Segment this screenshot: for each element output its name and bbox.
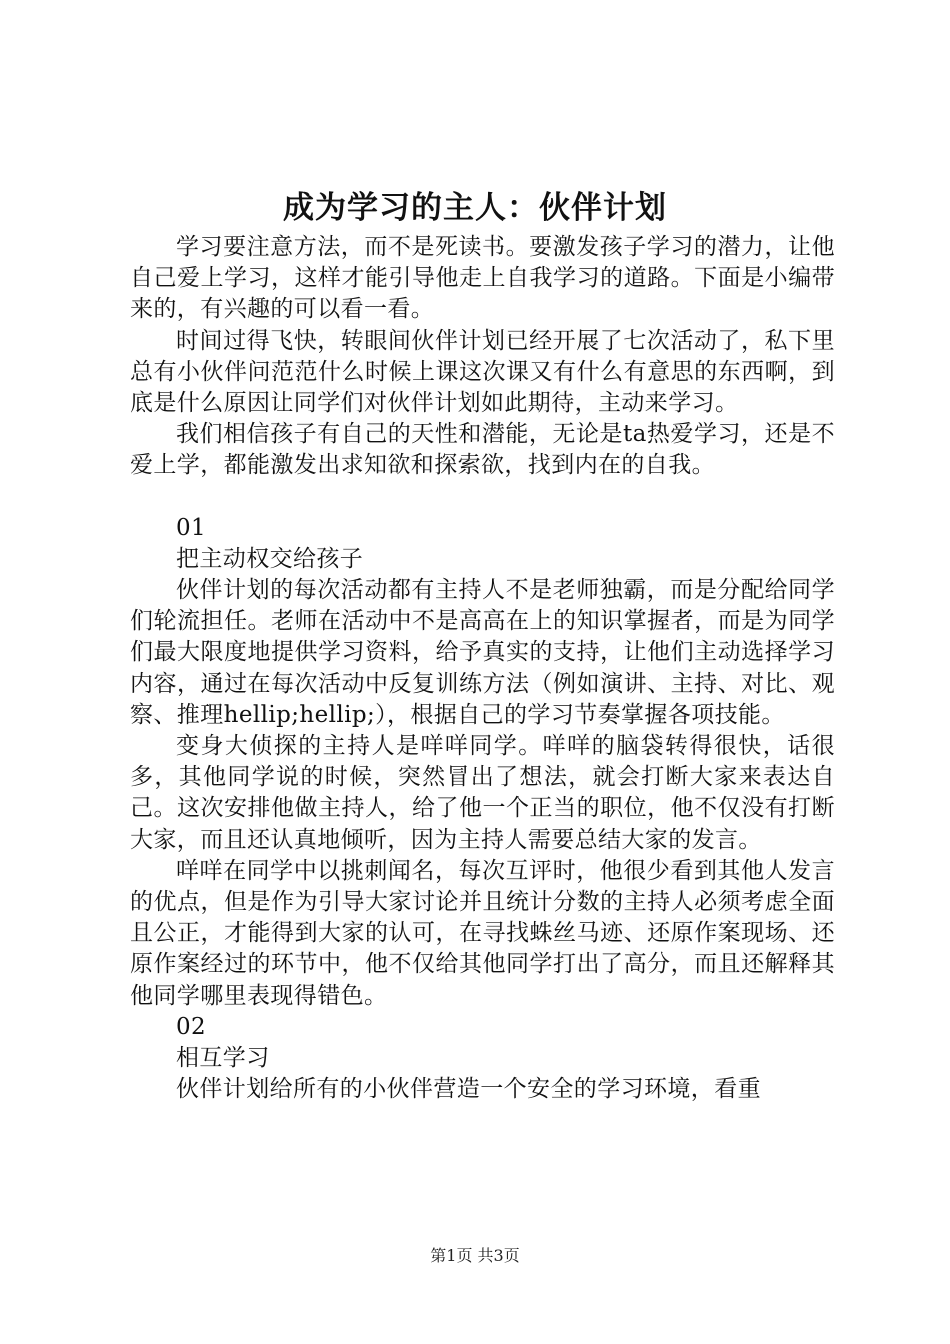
paragraph: 学习要注意方法，而不是死读书。要激发孩子学习的潜力，让他自己爱上学习，这样才能引导他走上自我学习的道路。下面是小编带来的，有兴趣的可以看一看。 bbox=[130, 234, 835, 323]
paragraph: 我们相信孩子有自己的天性和潜能，无论是ta热爱学习，还是不爱上学，都能激发出求知欲和探索欲，找到内在的自我。 bbox=[130, 421, 835, 479]
blank-line bbox=[130, 482, 835, 513]
paragraph: 伙伴计划的每次活动都有主持人不是老师独霸，而是分配给同学们轮流担任。老师在活动中不是高高在上的知识掌握者，而是为同学们最大限度地提供学习资料，给予真实的支持，让他们主动选择学习内容，通过在每次活动中反复训练方法（例如演讲、主持、对比、观察、推理hellip;hellip;），根据自己的学习节奏掌握各项技能。 bbox=[130, 577, 835, 728]
section-heading: 把主动权交给孩子 bbox=[176, 545, 364, 572]
document-title: 成为学习的主人：伙伴计划 bbox=[283, 190, 667, 226]
paragraph: 咩咩在同学中以挑刺闻名，每次互评时，他很少看到其他人发言的优点，但是作为引导大家讨论并且统计分数的主持人必须考虑全面且公正，才能得到大家的认可，在寻找蛛丝马迹、还原作案现场、还原作案经过的环节中，他不仅给其他同学打出了高分，而且还解释其他同学哪里表现得错色。 bbox=[130, 857, 835, 1009]
paragraph: 变身大侦探的主持人是咩咩同学。咩咩的脑袋转得很快，话很多，其他同学说的时候，突然冒出了想法，就会打断大家来表达自己。这次安排他做主持人，给了他一个正当的职位，他不仅没有打断大家，而且还认真地倾听，因为主持人需要总结大家的发言。 bbox=[130, 733, 835, 853]
paragraph: 时间过得飞快，转眼间伙伴计划已经开展了七次活动了，私下里总有小伙伴问范范什么时候上课这次课又有什么有意思的东西啊，到底是什么原因让同学们对伙伴计划如此期待，主动来学习。 bbox=[130, 327, 835, 417]
document-body bbox=[130, 232, 835, 1105]
section-heading: 相互学习 bbox=[176, 1045, 270, 1072]
section-number: 02 bbox=[176, 1013, 207, 1040]
page-footer: 第1页 共3页 bbox=[430, 1246, 520, 1265]
paragraph: 伙伴计划给所有的小伙伴营造一个安全的学习环境，看重 bbox=[176, 1076, 761, 1103]
section-number: 01 bbox=[176, 514, 207, 541]
